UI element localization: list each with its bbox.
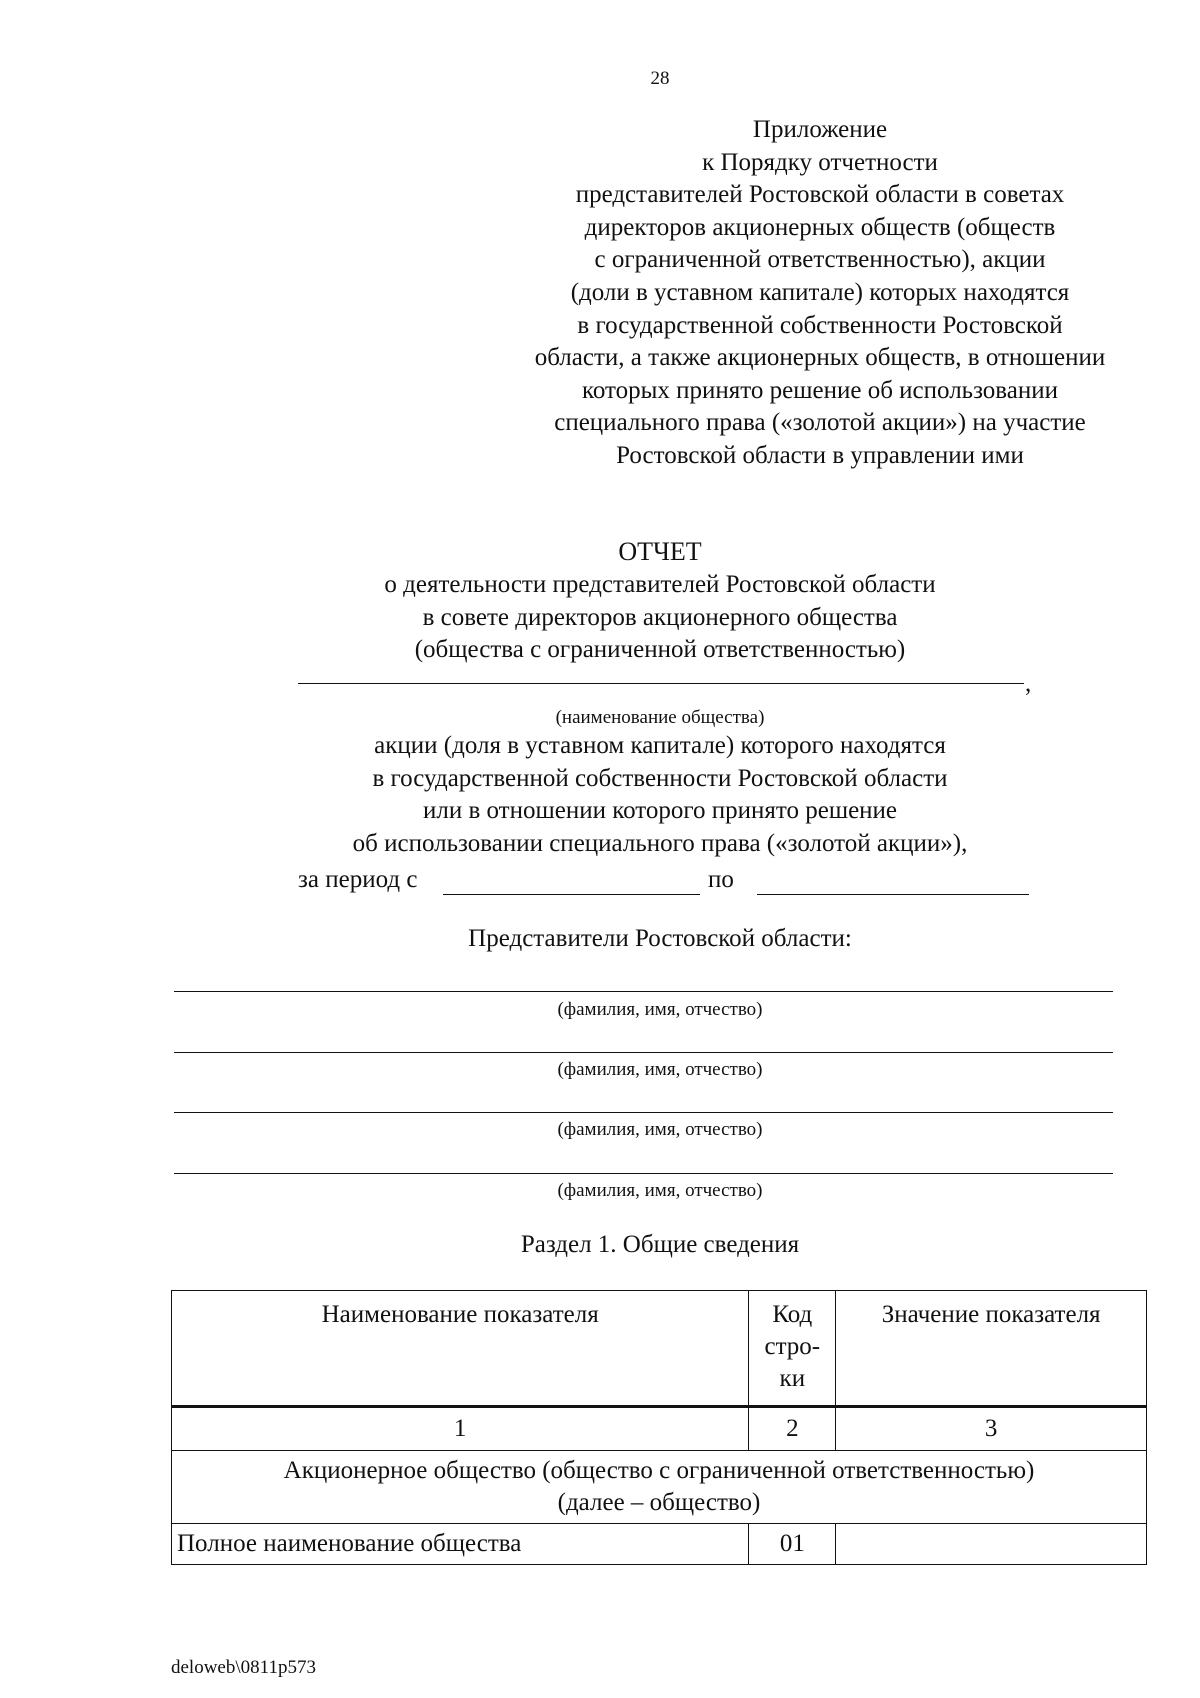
company-name-caption: (наименование общества) (555, 707, 765, 728)
page-number: 28 (650, 68, 670, 89)
report-body-line: об использовании специального права («золотой акции»), (352, 829, 968, 857)
representative-caption-3: (фамилия, имя, отчество) (557, 1119, 763, 1140)
report-subtitle-line: в совете директоров акционерного общества (422, 603, 898, 631)
column-number: 3 (836, 1407, 1147, 1451)
representative-name-field-2[interactable] (174, 1052, 1113, 1053)
representative-name-field-3[interactable] (174, 1112, 1113, 1113)
period-from-field[interactable] (443, 894, 700, 895)
representatives-title: Представители Ростовской области: (468, 925, 852, 952)
period-to-label: по (708, 866, 734, 893)
representative-caption-1: (фамилия, имя, отчество) (557, 999, 763, 1020)
header-code-line: ки (779, 1365, 806, 1392)
document-footer: deloweb\0811p573 (171, 1657, 316, 1678)
representative-name-field-1[interactable] (174, 991, 1113, 992)
group-row (172, 1451, 1147, 1524)
representative-name-field-4[interactable] (174, 1173, 1113, 1174)
period-to-field[interactable] (757, 894, 1029, 895)
table-row (172, 1524, 1147, 1565)
annex-line: которых принято решение об использовании (581, 376, 1059, 404)
report-body (0, 730, 1200, 860)
annex-line: области, а также акционерных обществ, в отношении (534, 344, 1106, 372)
row-code: 01 (749, 1524, 836, 1565)
group-row-cell (172, 1451, 1147, 1524)
report-subtitle-line: о деятельности представителей Ростовской области (384, 571, 936, 598)
annex-line: в государственной собственности Ростовской (577, 311, 1063, 339)
annex-line: с ограниченной ответственностью), акции (594, 246, 1046, 274)
annex-header (480, 114, 1160, 473)
annex-line: к Порядку отчетности (702, 148, 938, 176)
report-subtitle-line: (общества с ограниченной ответственностью) (414, 636, 906, 663)
column-number: 1 (172, 1407, 749, 1451)
header-code (749, 1291, 836, 1407)
report-body-line: в государственной собственности Ростовской области (372, 764, 948, 792)
representative-caption-4: (фамилия, имя, отчество) (557, 1180, 763, 1201)
annex-line: Ростовской области в управлении ими (616, 441, 1024, 469)
header-code-line: Код (772, 1301, 813, 1328)
row-name: Полное наименование общества (172, 1524, 749, 1565)
report-subtitle (0, 569, 1200, 667)
annex-line: директоров акционерных обществ (обществ (584, 213, 1056, 241)
column-number: 2 (749, 1407, 836, 1451)
header-code-line: стро- (764, 1333, 821, 1360)
group-row-line: (далее – общество) (557, 1489, 761, 1516)
header-indicator: Наименование показателя (172, 1291, 749, 1407)
column-number-row (172, 1407, 1147, 1451)
annex-line: (доли в уставном капитале) которых находятся (570, 278, 1070, 306)
annex-line: специального права («золотой акции») на участие (554, 409, 1086, 437)
company-name-field[interactable] (298, 683, 1024, 684)
annex-line: Приложение (752, 116, 888, 143)
report-title: ОТЧЕТ (618, 537, 702, 566)
report-body-line: акции (доля в уставном капитале) которого находятся (374, 732, 946, 759)
section-title: Раздел 1. Общие сведения (520, 1231, 800, 1258)
group-row-line: Акционерное общество (общество с ограниченной ответственностью) (283, 1457, 1035, 1484)
row-value-field[interactable] (836, 1524, 1147, 1565)
annex-line: представителей Ростовской области в советах (575, 181, 1065, 209)
header-value: Значение показателя (836, 1291, 1147, 1407)
table-header-row (172, 1291, 1147, 1407)
general-info-table (171, 1290, 1147, 1565)
representative-caption-2: (фамилия, имя, отчество) (557, 1059, 763, 1080)
report-body-line: или в отношении которого принято решение (422, 797, 898, 824)
period-from-label: за период с (298, 866, 418, 893)
company-name-comma: , (1025, 670, 1032, 697)
